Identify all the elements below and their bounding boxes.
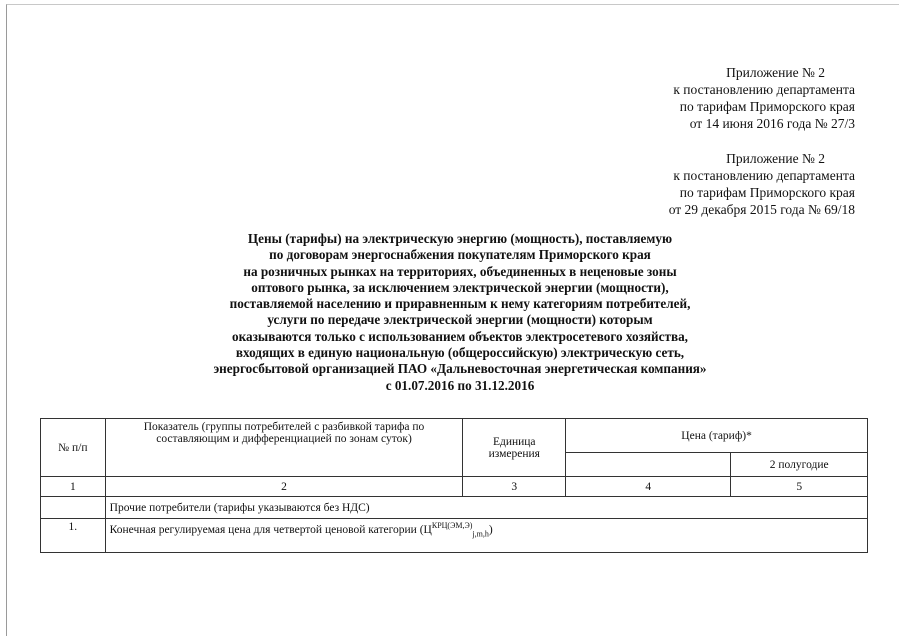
- appendix-title: Приложение № 2: [726, 65, 825, 80]
- section-num-cell: [41, 497, 106, 519]
- heading-line: Цены (тарифы) на электрическую энергию (мощность), поставляемую: [247, 231, 673, 246]
- formula-superscript: КРЦ(ЭМ,Э): [431, 521, 473, 530]
- heading-line: поставляемой населению и приравненным к нему категориям потребителей,: [229, 296, 691, 312]
- appendix-date: от 14 июня 2016 года № 27/3: [689, 116, 855, 131]
- column-number: 3: [463, 477, 566, 497]
- header-unit: Единица измерения: [463, 419, 566, 477]
- appendix-line: к постановлению департамента: [673, 82, 855, 97]
- column-number: 2: [105, 477, 463, 497]
- formula-subscript: j,m,h: [472, 529, 489, 539]
- column-number: 1: [41, 477, 106, 497]
- header-indicator: Показатель (группы потребителей с разбивкой тарифа по составляющим и дифференциацией по зонам суток): [105, 419, 463, 477]
- row-indicator-formula: [109, 521, 493, 539]
- header-price: Цена (тариф)*: [566, 419, 868, 453]
- row-indicator-text: Конечная регулируемая цена для четвертой ценовой категории (Ц: [109, 523, 432, 536]
- header-num: № п/п: [41, 419, 106, 477]
- formula-close: ): [488, 523, 493, 536]
- heading-line: услуги по передаче электрической энергии (мощности) которым: [267, 312, 653, 328]
- appendix-block-current: [615, 64, 855, 132]
- appendix-date: от 29 декабря 2015 года № 69/18: [668, 202, 855, 217]
- document-heading: [150, 231, 770, 394]
- appendix-line: по тарифам Приморского края: [679, 99, 855, 114]
- tariff-table: [40, 418, 868, 553]
- heading-line: входящих в единую национальную (общероссийскую) электрическую сеть,: [235, 345, 685, 361]
- header-period-1: [566, 453, 731, 477]
- appendix-line: по тарифам Приморского края: [679, 185, 855, 200]
- column-number: 4: [566, 477, 731, 497]
- heading-line: энергосбытовой организацией ПАО «Дальневосточная энергетическая компания»: [213, 361, 707, 377]
- column-number-row: [41, 477, 868, 497]
- heading-line: оказываются только с использованием объектов электросетевого хозяйства,: [232, 328, 688, 344]
- appendix-title: Приложение № 2: [726, 151, 825, 166]
- header-period-2: 2 полугодие: [731, 453, 868, 477]
- heading-line: с 01.07.2016 по 31.12.2016: [385, 377, 535, 393]
- column-number: 5: [731, 477, 868, 497]
- heading-line: по договорам энергоснабжения покупателям Приморского края: [269, 247, 651, 263]
- heading-line: оптового рынка, за исключением электрической энергии (мощности),: [251, 279, 669, 295]
- section-row: [41, 497, 868, 519]
- section-title: Прочие потребители (тарифы указываются без НДС): [105, 497, 867, 519]
- appendix-block-original: [615, 150, 855, 218]
- table-header-row: [41, 419, 868, 453]
- appendix-line: к постановлению департамента: [673, 168, 855, 183]
- row-num: 1.: [41, 519, 106, 553]
- heading-line: на розничных рынках на территориях, объединенных в неценовые зоны: [243, 263, 677, 279]
- row-indicator: [105, 519, 867, 553]
- table-row: [41, 519, 868, 553]
